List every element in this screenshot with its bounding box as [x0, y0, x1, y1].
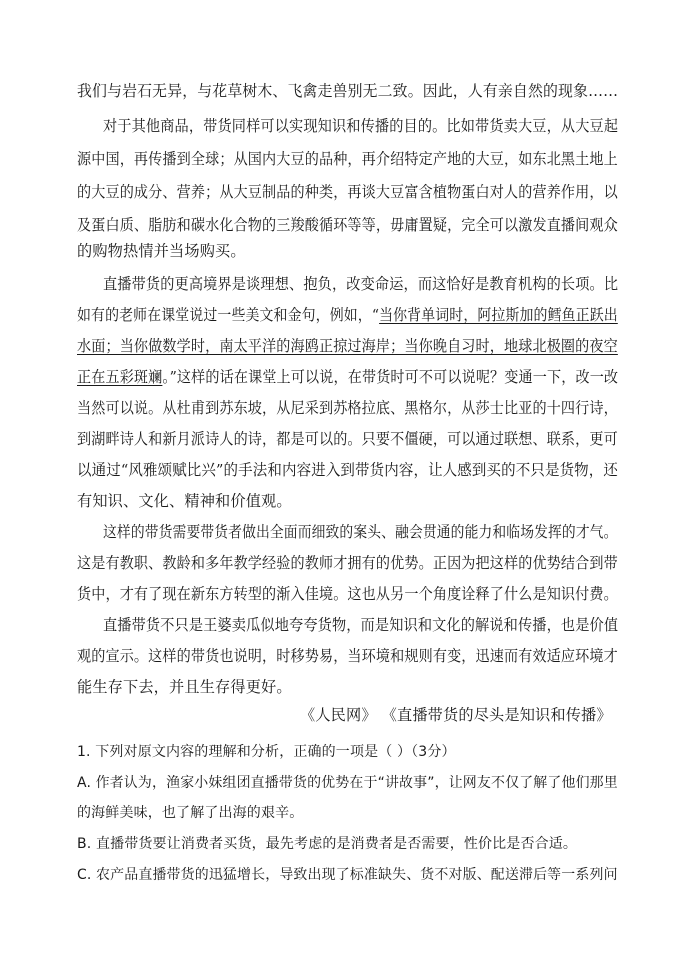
- underlined-quote: 当你背单词时，阿拉斯加的鳕鱼正跃出: [379, 306, 618, 324]
- paragraph-2-line: [77, 366, 618, 387]
- question-stem: 1. 下列对原文内容的理解和分析，正确的一项是（ ）（3分）: [77, 744, 456, 760]
- paragraph-4-line: 能生存下去，并且生存得更好。: [77, 678, 292, 696]
- paragraph-4-line: 观的宣示。这样的带货也说明，时移势易，当环境和规则有变，迅速而有效适应环境才: [77, 647, 618, 665]
- paragraph-2-line: [77, 304, 618, 325]
- paragraph-2-line: 以通过“风雅颂赋比兴”的手法和内容进入到带货内容，让人感到买的不只是货物，还: [77, 461, 619, 479]
- text-segment: 如有的老师在课堂说过一些美文和金句，例如，“: [77, 306, 380, 324]
- paragraph-1-line: 源中国，再传播到全球；从国内大豆的品种，再介绍特定产地的大豆，如东北黑土地上: [77, 150, 618, 168]
- option-c-line: C. 农产品直播带货的迅猛增长，导致出现了标准缺失、货不对版、配送滞后等一系列问: [77, 867, 618, 883]
- option-b: B. 直播带货要让消费者买货，最先考虑的是消费者是否需要，性价比是否合适。: [77, 836, 578, 852]
- underlined-quote-line: 水面；当你做数学时，南太平洋的海鸥正掠过海岸；当你晚自习时，地球北极圈的夜空: [77, 337, 618, 355]
- paragraph-2-line: 当然可以说。从杜甫到苏东坡，从尼采到苏格拉底、黑格尔，从莎士比亚的十四行诗，: [77, 399, 618, 417]
- option-a-line: 的海鲜美味，也了解了出海的艰辛。: [77, 805, 304, 821]
- paragraph-3-line: 货中，才有了现在新东方转型的渐入佳境。这也从另一个角度诠释了什么是知识付费。: [77, 585, 618, 603]
- paragraph-1-line: 及蛋白质、脂肪和碳水化合物的三羧酸循环等等，毋庸置疑，完全可以激发直播间观众: [77, 216, 618, 234]
- paragraph-4-line: 直播带货不只是王婆卖瓜似地夸夸货物，而是知识和文化的解说和传播，也是价值: [103, 616, 619, 634]
- paragraph-3-line: 这是有教职、教龄和多年教学经验的教师才拥有的优势。正因为把这样的优势结合到带: [77, 554, 618, 572]
- underlined-quote: 正在五彩斑斓: [77, 368, 163, 386]
- paragraph-2-line: 有知识、文化、精神和价值观。: [77, 492, 292, 510]
- paragraph-0-line: 我们与岩石无异，与花草树木、飞禽走兽别无二致。因此，人有亲自然的现象……: [77, 82, 619, 100]
- article-source: 《人民网》 《直播带货的尽头是知识和传播》: [300, 706, 612, 724]
- text-segment: 。”这样的话在课堂上可以说，在带货时可不可以说呢？变通一下，改一改: [162, 368, 619, 386]
- paragraph-1-line: 的大豆的成分、营养；从大豆制品的种类，再谈大豆富含植物蛋白对人的营养作用，以: [77, 183, 618, 201]
- paragraph-2-line: 直播带货的更高境界是谈理想、抱负，改变命运，而这恰好是教育机构的长项。比: [103, 275, 619, 293]
- paragraph-2-line: 到湖畔诗人和新月派诗人的诗，都是可以的。只要不僵硬，可以通过联想、联系，更可: [77, 430, 618, 448]
- option-a-line: A. 作者认为，渔家小妹组团直播带货的优势在于“讲故事”，让网友不仅了解了他们那里: [77, 775, 618, 791]
- paragraph-3-line: 这样的带货需要带货者做出全面而细致的案头、融会贯通的能力和临场发挥的才气。: [103, 523, 618, 541]
- paragraph-1-line: 的购物热情并当场购买。: [77, 242, 246, 260]
- paragraph-1-line: 对于其他商品，带货同样可以实现知识和传播的目的。比如带货卖大豆，从大豆起: [103, 117, 619, 135]
